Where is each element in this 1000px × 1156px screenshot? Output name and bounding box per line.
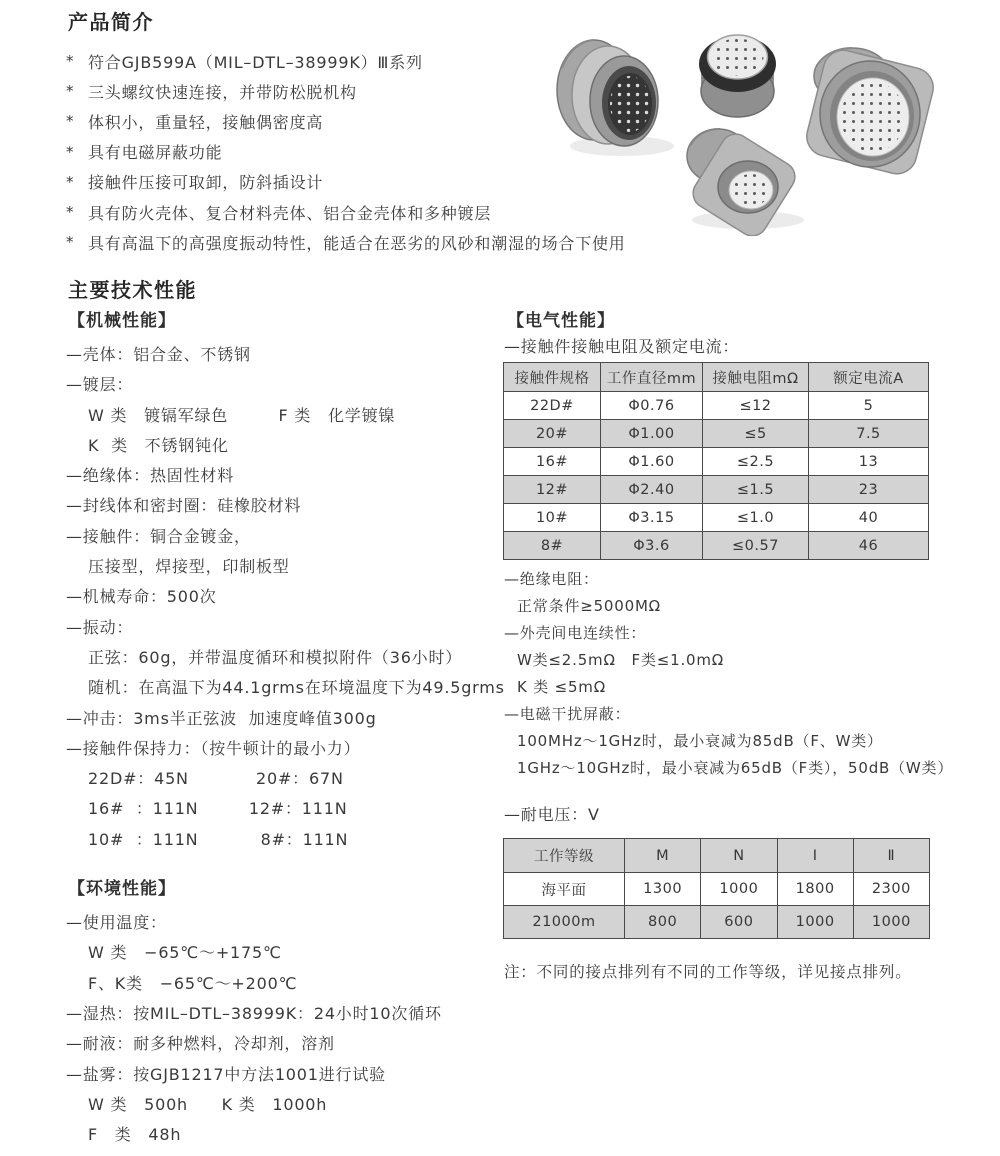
spec-line: —绝缘体：热固性材料 bbox=[66, 466, 235, 486]
withstand-voltage-label: —耐电压：V bbox=[504, 805, 600, 824]
table-cell: ≤1.0 bbox=[703, 504, 809, 532]
spec-line: 正常条件≥5000MΩ bbox=[517, 597, 661, 615]
spec-line: —镀层： bbox=[66, 375, 134, 395]
table-cell: ≤2.5 bbox=[703, 448, 809, 476]
spec-line: —封线体和密封圈：硅橡胶材料 bbox=[66, 496, 302, 516]
spec-line: W 类 −65℃～+175℃ bbox=[88, 943, 282, 963]
bullet-item bbox=[66, 197, 556, 227]
table-row bbox=[504, 476, 929, 504]
electrical-heading: 【电气性能】 bbox=[507, 311, 615, 331]
table-header-cell: 工作直径mm bbox=[601, 363, 703, 392]
bullet-marker-icon: * bbox=[66, 172, 75, 191]
bullet-marker-icon: * bbox=[66, 52, 75, 71]
spec-line: —壳体：铝合金、不锈钢 bbox=[66, 345, 251, 364]
table-header-row bbox=[504, 363, 929, 392]
spec-line: —接触件：铜合金镀金， bbox=[66, 526, 251, 546]
spec-line: F 类 48h bbox=[88, 1125, 182, 1145]
bullet-item bbox=[66, 76, 556, 106]
table-cell: 600 bbox=[701, 906, 777, 939]
bullet-marker-icon: * bbox=[66, 203, 75, 222]
table-cell: 46 bbox=[809, 532, 929, 560]
table-cell: 1800 bbox=[777, 873, 853, 906]
spec-line: —外壳间电连续性： bbox=[504, 624, 647, 642]
spec-line: —耐液：耐多种燃料，冷却剂，溶剂 bbox=[66, 1034, 335, 1054]
table-row bbox=[504, 392, 929, 420]
connector-flange-receptacle-photo bbox=[687, 129, 804, 236]
bullet-marker-icon: * bbox=[66, 233, 75, 252]
bullet-text: 具有电磁屏蔽功能 bbox=[88, 143, 223, 163]
table-cell: 13 bbox=[809, 448, 929, 476]
spec-line: 1GHz～10GHz时，最小衰减为65dB（F类），50dB（W类） bbox=[517, 759, 954, 777]
mechanical-lines bbox=[66, 340, 521, 855]
table-cell: 21000m bbox=[504, 906, 625, 939]
table-cell: 2300 bbox=[853, 873, 929, 906]
table-header-row bbox=[504, 839, 930, 873]
bullet-item bbox=[66, 106, 556, 136]
environmental-heading: 【环境性能】 bbox=[68, 879, 176, 900]
table-cell: Φ3.15 bbox=[601, 504, 703, 532]
spec-line: 10# ：111N 8#：111N bbox=[88, 829, 349, 849]
spec-line: —使用温度： bbox=[66, 913, 167, 933]
bullet-marker-icon: * bbox=[66, 142, 75, 161]
spec-line: 100MHz～1GHz时，最小衰减为85dB（F、W类） bbox=[517, 732, 883, 750]
bullet-text: 三头螺纹快速连接，并带防松脱机构 bbox=[88, 82, 357, 102]
table-cell: 20# bbox=[504, 420, 601, 448]
spec-line: K 类 不锈钢钝化 bbox=[88, 435, 229, 455]
electrical-lines bbox=[504, 566, 954, 782]
spec-line: —振动： bbox=[66, 617, 134, 637]
spec-line: K 类 ≤5mΩ bbox=[517, 678, 606, 696]
spec-line: —湿热：按MIL–DTL–38999K：24小时10次循环 bbox=[66, 1003, 442, 1023]
table-header-cell: 接触件规格 bbox=[504, 363, 601, 392]
table-cell: Φ2.40 bbox=[601, 476, 703, 504]
table-cell: 8# bbox=[504, 532, 601, 560]
connector-small-plug-photo bbox=[699, 35, 776, 117]
tech-section-title: 主要技术性能 bbox=[68, 278, 197, 302]
spec-line: 随机：在高温下为44.1grms在环境温度下为49.5grms bbox=[88, 678, 505, 698]
table-row bbox=[504, 420, 929, 448]
table-cell: 22D# bbox=[504, 392, 601, 420]
spec-line: 22D#：45N 20#：67N bbox=[88, 769, 344, 789]
table-cell: ≤12 bbox=[703, 392, 809, 420]
table-cell: 7.5 bbox=[809, 420, 929, 448]
bullet-text: 具有高温下的高强度振动特性，能适合在恶劣的风砂和潮湿的场合下使用 bbox=[88, 233, 626, 253]
table-cell: 1000 bbox=[701, 873, 777, 906]
spec-line: 16# ：111N 12#：111N bbox=[88, 799, 348, 819]
table-cell: 800 bbox=[625, 906, 701, 939]
bullet-item bbox=[66, 167, 556, 197]
table-header-cell: Ⅱ bbox=[853, 839, 929, 873]
table-cell: ≤1.5 bbox=[703, 476, 809, 504]
table-header-cell: N bbox=[701, 839, 777, 873]
feature-bullet-list bbox=[66, 46, 626, 257]
spec-line: —机械寿命：500次 bbox=[66, 587, 217, 607]
withstand-voltage-table bbox=[503, 838, 930, 939]
table-row bbox=[504, 448, 929, 476]
table-cell: Φ1.60 bbox=[601, 448, 703, 476]
table-row bbox=[504, 504, 929, 532]
electrical-intro-line: —接触件接触电阻及额定电流： bbox=[504, 337, 740, 356]
bullet-marker-icon: * bbox=[66, 112, 75, 131]
table-row bbox=[504, 906, 930, 939]
product-photo bbox=[552, 18, 944, 236]
table-cell: 23 bbox=[809, 476, 929, 504]
table-cell: 1300 bbox=[625, 873, 701, 906]
spec-line: —接触件保持力：（按牛顿计的最小力） bbox=[66, 738, 361, 758]
table-cell: 5 bbox=[809, 392, 929, 420]
bullet-item bbox=[66, 227, 626, 257]
table-cell: Φ0.76 bbox=[601, 392, 703, 420]
table-cell: Φ3.6 bbox=[601, 532, 703, 560]
table-cell: 1000 bbox=[777, 906, 853, 939]
contact-resistance-table bbox=[503, 362, 929, 560]
environmental-lines bbox=[66, 908, 521, 1150]
spec-line: —绝缘电阻： bbox=[504, 570, 599, 588]
bullet-item bbox=[66, 46, 556, 76]
bullet-text: 具有防火壳体、复合材料壳体、铝合金壳体和多种镀层 bbox=[88, 203, 492, 223]
bullet-text: 接触件压接可取卸，防斜插设计 bbox=[88, 173, 324, 193]
table-cell: ≤0.57 bbox=[703, 532, 809, 560]
table-row bbox=[504, 873, 930, 906]
table-cell: 16# bbox=[504, 448, 601, 476]
table-cell: 10# bbox=[504, 504, 601, 532]
table-header-cell: M bbox=[625, 839, 701, 873]
spec-line: —电磁干扰屏蔽： bbox=[504, 705, 631, 723]
spec-line: W 类 500h K 类 1000h bbox=[88, 1094, 328, 1114]
table-cell: 40 bbox=[809, 504, 929, 532]
table-cell: 1000 bbox=[853, 906, 929, 939]
table-cell: 海平面 bbox=[504, 873, 625, 906]
left-column bbox=[66, 306, 521, 1150]
table-cell: ≤5 bbox=[703, 420, 809, 448]
bullet-item bbox=[66, 137, 556, 167]
connector-plug-photo bbox=[557, 40, 674, 156]
connector-large-receptacle-photo bbox=[803, 46, 938, 178]
table-cell: 12# bbox=[504, 476, 601, 504]
table-header-cell: 额定电流A bbox=[809, 363, 929, 392]
table-cell: Φ1.00 bbox=[601, 420, 703, 448]
spec-line: —冲击：3ms半正弦波 加速度峰值300g bbox=[66, 708, 377, 728]
spec-line: 正弦：60g，并带温度循环和模拟附件（36小时） bbox=[88, 647, 463, 667]
table-note: 注：不同的接点排列有不同的工作等级，详见接点排列。 bbox=[504, 963, 912, 981]
table-header-cell: I bbox=[777, 839, 853, 873]
bullet-text: 体积小，重量轻，接触偶密度高 bbox=[88, 112, 324, 132]
table-row bbox=[504, 532, 929, 560]
bullet-marker-icon: * bbox=[66, 82, 75, 101]
mechanical-heading: 【机械性能】 bbox=[68, 311, 176, 331]
page-title: 产品简介 bbox=[68, 10, 154, 34]
table-header-cell: 接触电阻mΩ bbox=[703, 363, 809, 392]
table-header-cell: 工作等级 bbox=[504, 839, 625, 873]
spec-line: W 类 镀镉军绿色 F 类 化学镀镍 bbox=[88, 405, 396, 425]
bullet-text: 符合GJB599A（MIL–DTL–38999K）Ⅲ系列 bbox=[88, 52, 423, 72]
spec-line: F、K类 −65℃～+200℃ bbox=[88, 973, 298, 993]
spec-line: —盐雾：按GJB1217中方法1001进行试验 bbox=[66, 1064, 386, 1084]
spec-line: W类≤2.5mΩ F类≤1.0mΩ bbox=[517, 651, 725, 669]
spec-line: 压接型，焊接型，印制板型 bbox=[88, 557, 290, 577]
